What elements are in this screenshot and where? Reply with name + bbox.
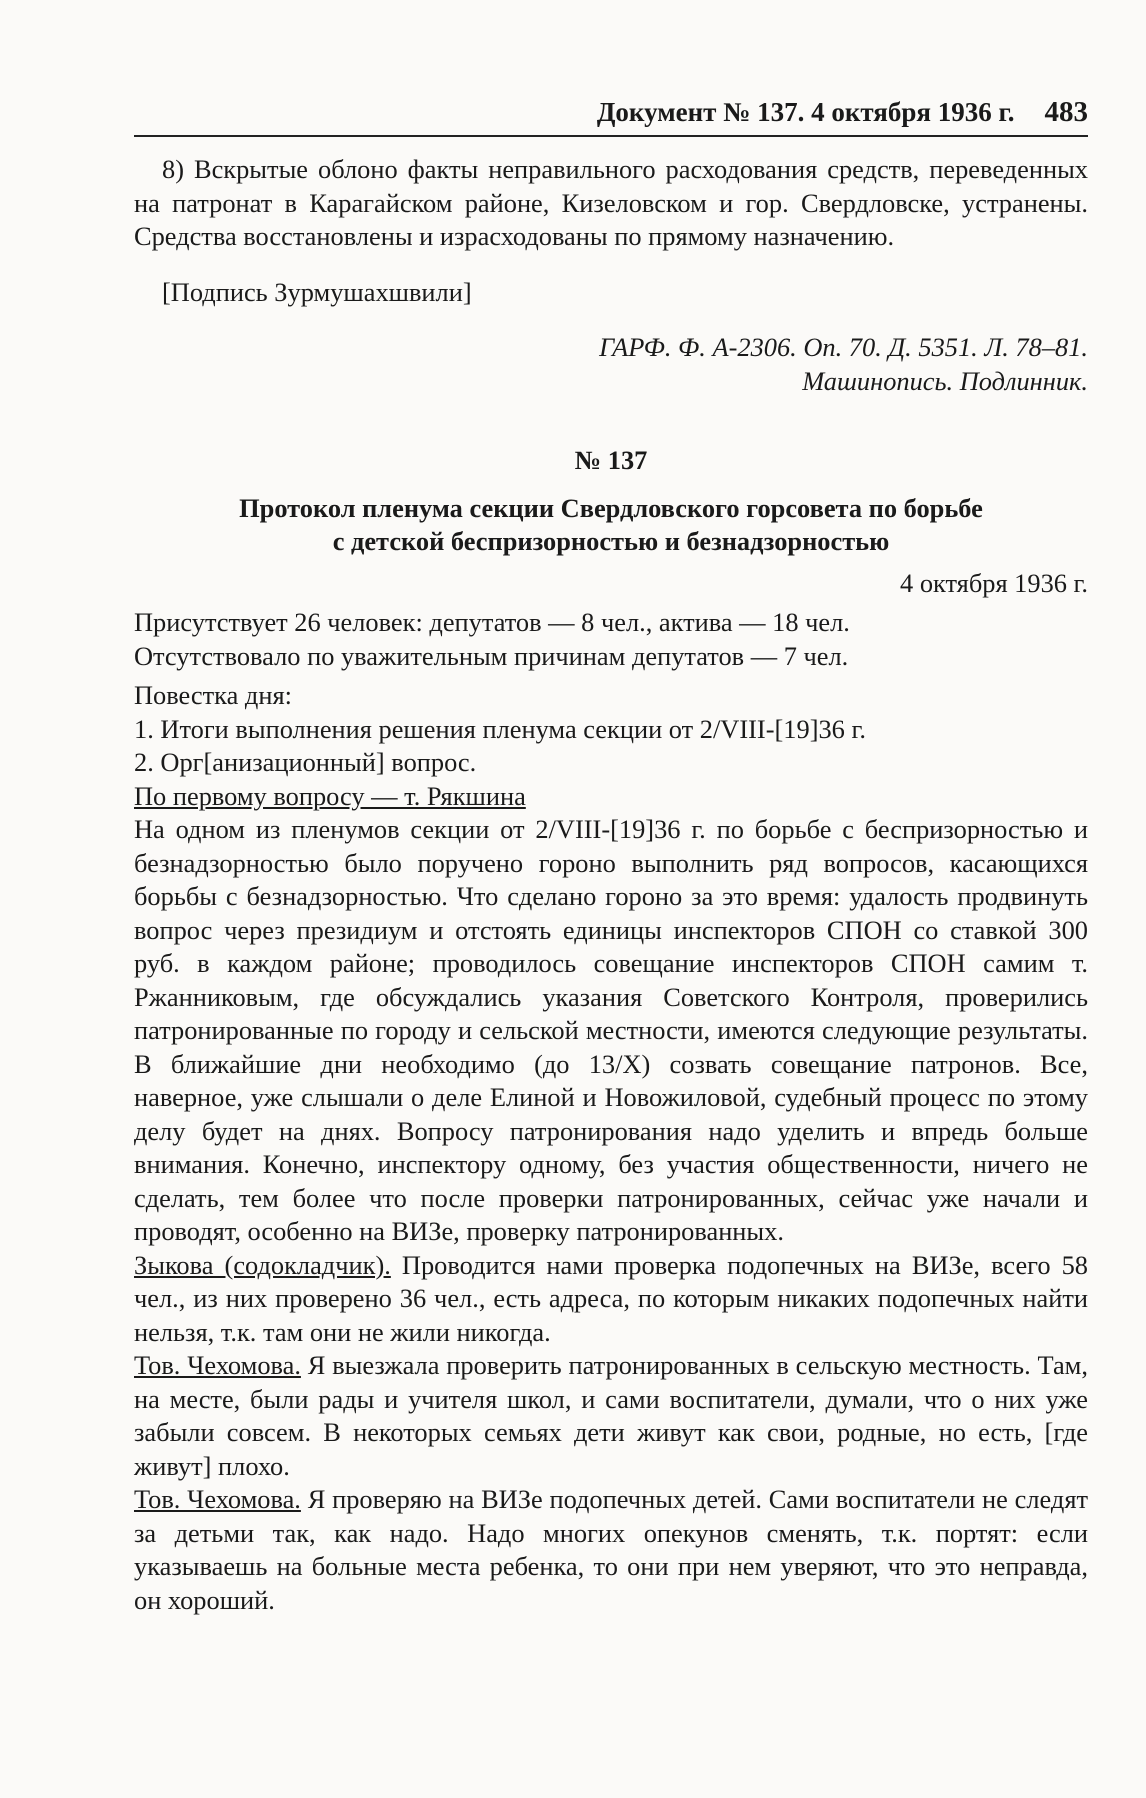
speech-zykova-text: Проводится нами проверка подопечных на ВИЗе, всего 58 чел., из них проверено 36 чел., есть адреса, по которым никаких подопечных найти нельзя, т.к. там они не жили никогда. <box>134 1249 1088 1347</box>
running-header <box>134 96 1088 137</box>
speaker-chekhomova-1: Тов. Чехомова. <box>134 1350 301 1380</box>
archive-reference: ГАРФ. Ф. А-2306. Оп. 70. Д. 5351. Л. 78–81. <box>599 332 1088 362</box>
speech-zykova <box>134 1249 1088 1350</box>
agenda-item: 1. Итоги выполнения решения пленума секции от 2/VIII-[19]36 г. <box>134 713 866 744</box>
running-header-title: Документ № 137. 4 октября 1936 г. <box>596 97 1015 127</box>
speaker-zykova: Зыкова (содокладчик). <box>134 1249 391 1280</box>
document-title-line1: Протокол пленума секции Свердловского горсовета по борьбе <box>239 492 983 523</box>
speech-chekhomova-1-text: Я выезжала проверить патронированных в сельскую местность. Там, на месте, были рады и учителя школ, и сами воспитатели, думали, что о них уже забыли совсем. В некоторых семьях дети живут как свои, родные, но есть, [где живут] плохо. <box>134 1350 1088 1481</box>
attendance-absent: Отсутствовало по уважительным причинам депутатов — 7 чел. <box>134 640 849 671</box>
signature-note: [Подпись Зурмушахшвили] <box>162 276 472 307</box>
agenda-list <box>134 713 1088 780</box>
page-number: 483 <box>1044 96 1088 128</box>
document-title-line2: с детской беспризорностью и безнадзорностью <box>332 526 890 556</box>
speech-chekhomova-2 <box>134 1483 1088 1617</box>
speech-chekhomova-1 <box>134 1349 1088 1483</box>
page-body <box>134 153 1088 1617</box>
first-question-heading <box>134 780 1088 814</box>
speech-chekhomova-2-text: Я проверяю на ВИЗе подопечных детей. Сами воспитатели не следят за детьми так, как надо. Надо многих опекунов сменять, т.к. портят: если указываешь на больные места ребенка, то они при нем уверяют, что это неправда, он хороший. <box>134 1484 1088 1615</box>
attendance-present: Присутствует 26 человек: депутатов — 8 чел., актива — 18 чел. <box>134 607 850 637</box>
speaker-chekhomova-2: Тов. Чехомова. <box>134 1484 301 1514</box>
speech-ryakshina: На одном из пленумов секции от 2/VIII-[19]36 г. по борьбе с беспризорностью и безнадзорностью было поручено гороно выполнить ряд вопросов, касающихся борьбы с безнадзорностью. Что сделано гороно за это время: удалость продвинуть вопрос через президиум и отстоять единицы инспекторов СПОН со ставкой 300 руб. в каждом районе; проводилось совещание инспекторов СПОН самим т. Ржанниковым, где обсуждались указания Советского Контроля, проверились патронированные по городу и сельской местности, имеются следующие результаты. В ближайшие дни необходимо (до 13/X) созвать совещание патронов. Все, наверное, уже слышали о деле Елиной и Новожиловой, судебный процесс по этому делу будет на днях. Вопросу патронирования надо уделить и впредь больше внимания. Конечно, инспектору одному, без участия общественности, ничего не сделать, тем более что после проверки патронированных, сейчас уже начали и проводят, особенно на ВИЗе, проверку патронированных. <box>134 814 1088 1246</box>
document-number: № 137 <box>574 445 648 475</box>
closing-item-8: 8) Вскрытые облоно факты неправильного расходования средств, переведенных на патронат в Карагайском районе, Кизеловском и гор. Свердловске, устранены. Средства восстановлены и израсходованы по прямому назначению. <box>134 154 1088 251</box>
archive-type: Машинопись. Подлинник. <box>802 365 1088 396</box>
agenda-item: 2. Орг[анизационный] вопрос. <box>134 747 477 777</box>
first-question-label: По первому вопросу — т. Рякшина <box>134 780 526 811</box>
agenda-label: Повестка дня: <box>134 680 292 710</box>
document-date: 4 октября 1936 г. <box>900 567 1088 598</box>
